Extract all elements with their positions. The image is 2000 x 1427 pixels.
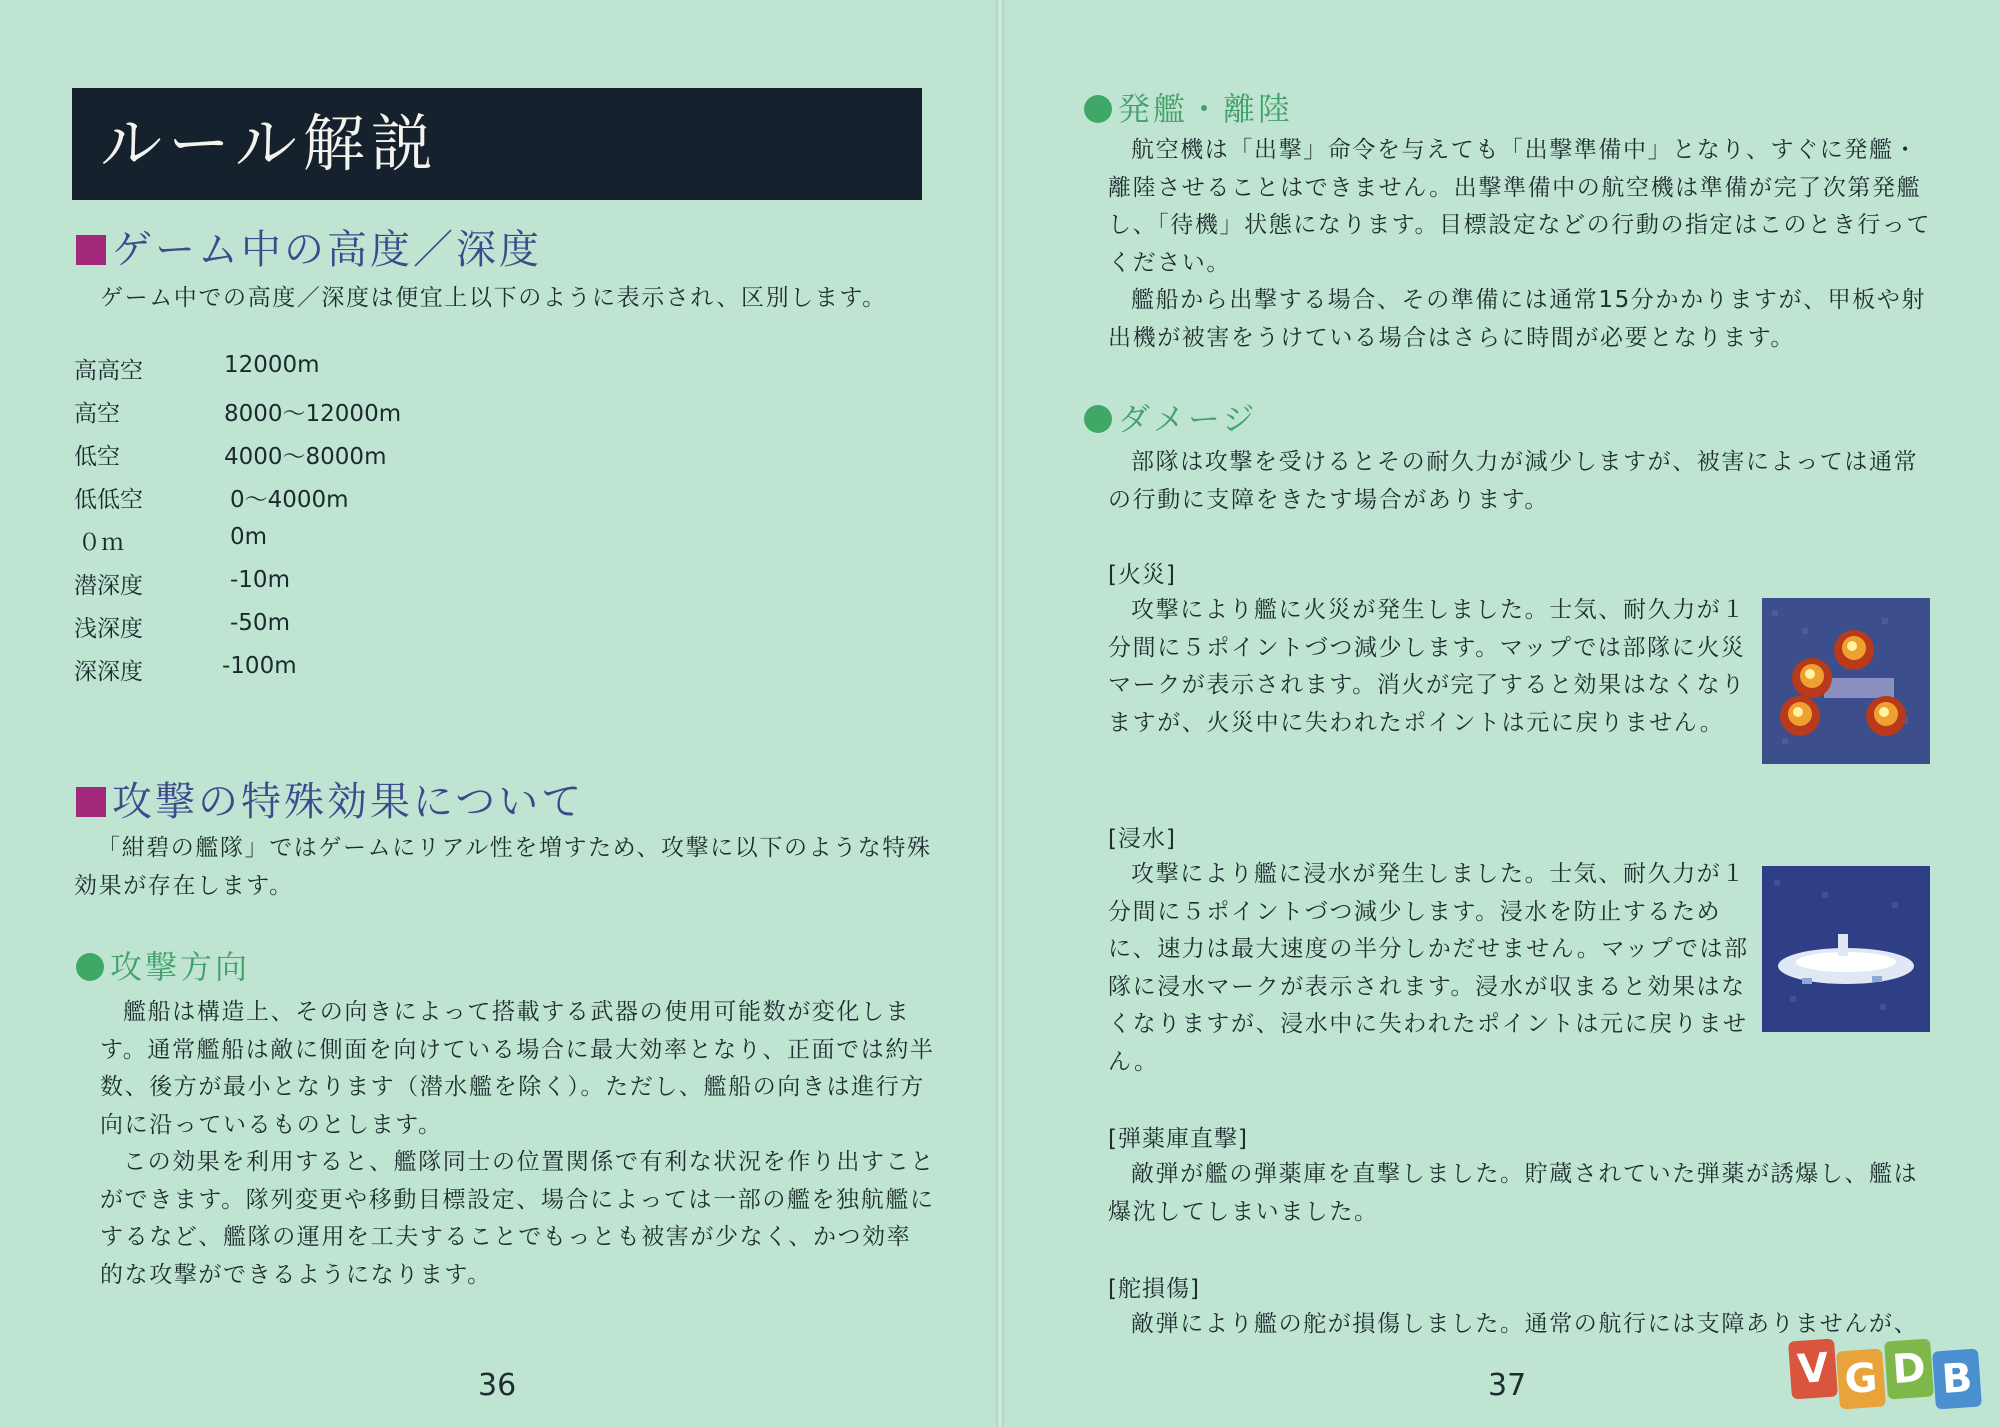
special-effects-intro: 「紺碧の艦隊」ではゲームにリアル性を増すため、攻撃に以下のような特殊効果が存在します。 — [74, 835, 932, 899]
attack-direction-heading: 攻撃方向 — [76, 942, 250, 988]
logo-letter-v: V — [1788, 1338, 1838, 1399]
fire-text: 攻撃により艦に火災が発生しました。士気、耐久力が１分間に５ポイントづつ減少します。マップでは部隊に火災マークが表示されます。消火が完了すると効果はなくなりますが、火災中に失われたポイントは元に戻りません。 — [1108, 597, 1746, 736]
ammo-text: 敵弾が艦の弾薬庫を直撃しました。貯蔵されていた弾薬が誘爆し、艦は爆沈してしまいました。 — [1108, 1161, 1919, 1225]
logo-letter-g: G — [1836, 1348, 1886, 1409]
page-number-right: 37 — [1488, 1368, 1527, 1403]
page-number-left: 36 — [478, 1368, 517, 1403]
square-bullet-icon — [76, 787, 106, 817]
launch-para1: 航空機は「出撃」命令を与えても「出撃準備中」となり、すぐに発艦・離陸させることはできません。出撃準備中の航空機は準備が完了次第発艦し、「待機」状態になります。目標設定などの行動の指定はこのとき行ってください。 — [1108, 137, 1932, 276]
launch-heading: 発艦・離陸 — [1084, 84, 1293, 130]
vgdb-watermark-logo — [1790, 1340, 1986, 1412]
page-gutter — [996, 0, 1004, 1427]
fire-label: [火災] — [1108, 562, 1176, 588]
launch-para2: 艦船から出撃する場合、その準備には通常15分かかりますが、甲板や射出機が被害をうけている場合はさらに時間が必要となります。 — [1108, 287, 1927, 351]
flood-mark-image — [1762, 866, 1930, 1032]
logo-letter-d: D — [1884, 1338, 1934, 1399]
altitude-heading: ゲーム中の高度／深度 — [76, 218, 542, 275]
rudder-label: [舵損傷] — [1108, 1276, 1200, 1302]
attack-direction-para1: 艦船は構造上、その向きによって搭載する武器の使用可能数が変化します。通常艦船は敵に側面を向けている場合に最大効率となり、正面では約半数、後方が最小となります（潜水艦を除く）。ただし、艦船の向きは進行方向に沿っているものとします。 — [100, 999, 935, 1138]
damage-heading: ダメージ — [1084, 394, 1257, 440]
circle-bullet-icon — [76, 953, 104, 981]
altitude-intro: ゲーム中での高度／深度は便宜上以下のように表示され、区別します。 — [100, 285, 887, 311]
square-bullet-icon — [76, 235, 106, 265]
circle-bullet-icon — [1084, 95, 1112, 123]
damage-intro: 部隊は攻撃を受けるとその耐久力が減少しますが、被害によっては通常の行動に支障をきたす場合があります。 — [1108, 449, 1919, 513]
flood-text: 攻撃により艦に浸水が発生しました。士気、耐久力が１分間に５ポイントづつ減少します。浸水を防止するために、速力は最大速度の半分しかだせません。マップでは部隊に浸水マークが表示されます。浸水が収まると効果はなくなりますが、浸水中に失われたポイントは元に戻りません。 — [1108, 861, 1749, 1075]
circle-bullet-icon — [1084, 405, 1112, 433]
flood-label: [浸水] — [1108, 826, 1176, 852]
special-effects-heading: 攻撃の特殊効果について — [76, 770, 584, 827]
fire-mark-image — [1762, 598, 1930, 764]
page-title: ルール解説 — [72, 88, 922, 200]
attack-direction-para2: この効果を利用すると、艦隊同士の位置関係で有利な状況を作り出すことができます。隊列変更や移動目標設定、場合によっては一部の艦を独航艦にするなど、艦隊の運用を工夫することでもっとも被害が少なく、かつ効率的な攻撃ができるようになります。 — [100, 1149, 935, 1288]
ammo-label: [弾薬庫直撃] — [1108, 1126, 1248, 1152]
logo-letter-b: B — [1932, 1348, 1982, 1409]
rudder-text: 敵弾により艦の舵が損傷しました。通常の航行には支障ありませんが、 — [1131, 1311, 1919, 1337]
